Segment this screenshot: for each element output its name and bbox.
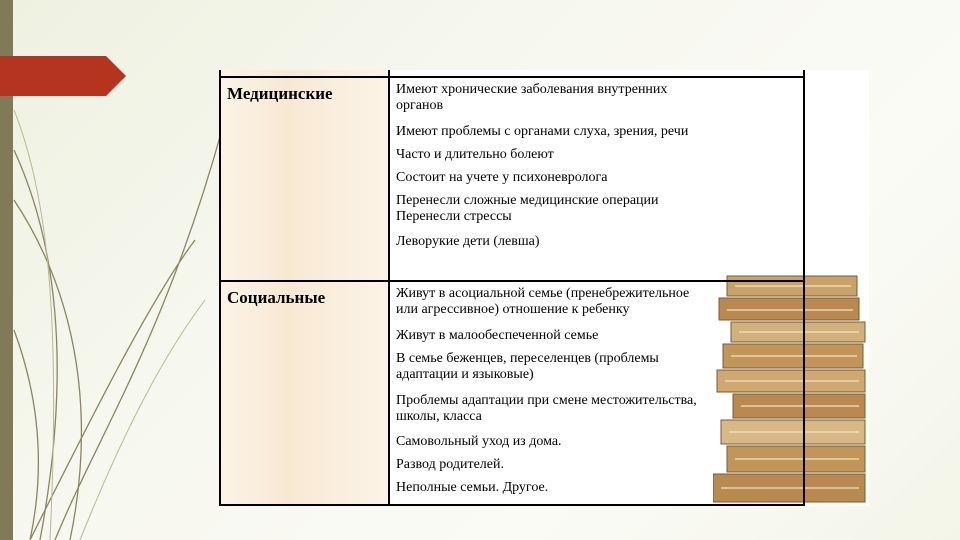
medical-item: Имеют проблемы с органами слуха, зрения, речи (396, 124, 689, 139)
category-medical: Медицинские (227, 84, 333, 103)
table-border-right (803, 70, 805, 506)
table-image (219, 70, 869, 506)
table-border-left (219, 70, 221, 506)
medical-item: Перенесли сложные медицинские операции Перенесли стрессы (396, 193, 659, 224)
medical-item: Часто и длительно болеют (396, 147, 554, 162)
table-divider (388, 70, 390, 506)
medical-item: Состоит на учете у психоневролога (396, 170, 608, 185)
category-social: Социальные (227, 288, 326, 307)
table-line-top (219, 76, 805, 78)
social-item: В семье беженцев, переселенцев (проблемы адаптации и языковые) (396, 351, 659, 382)
social-item: Развод родителей. (396, 457, 505, 472)
red-arrow-icon (0, 56, 128, 96)
table-line-bottom (219, 504, 805, 506)
social-item: Неполные семьи. Другое. (396, 480, 549, 495)
social-item: Живут в малообеспеченной семье (396, 328, 599, 343)
social-item: Самовольный уход из дома. (396, 434, 562, 449)
social-item: Живут в асоциальной семье (пренебрежительное или агрессивное) отношение к ребенку (396, 286, 690, 317)
medical-item: Леворукие дети (левша) (396, 234, 540, 249)
social-item: Проблемы адаптации при смене местожительства, школы, класса (396, 393, 697, 424)
table-line-middle (219, 280, 805, 282)
medical-item: Имеют хронические заболевания внутренних органов (396, 82, 668, 113)
